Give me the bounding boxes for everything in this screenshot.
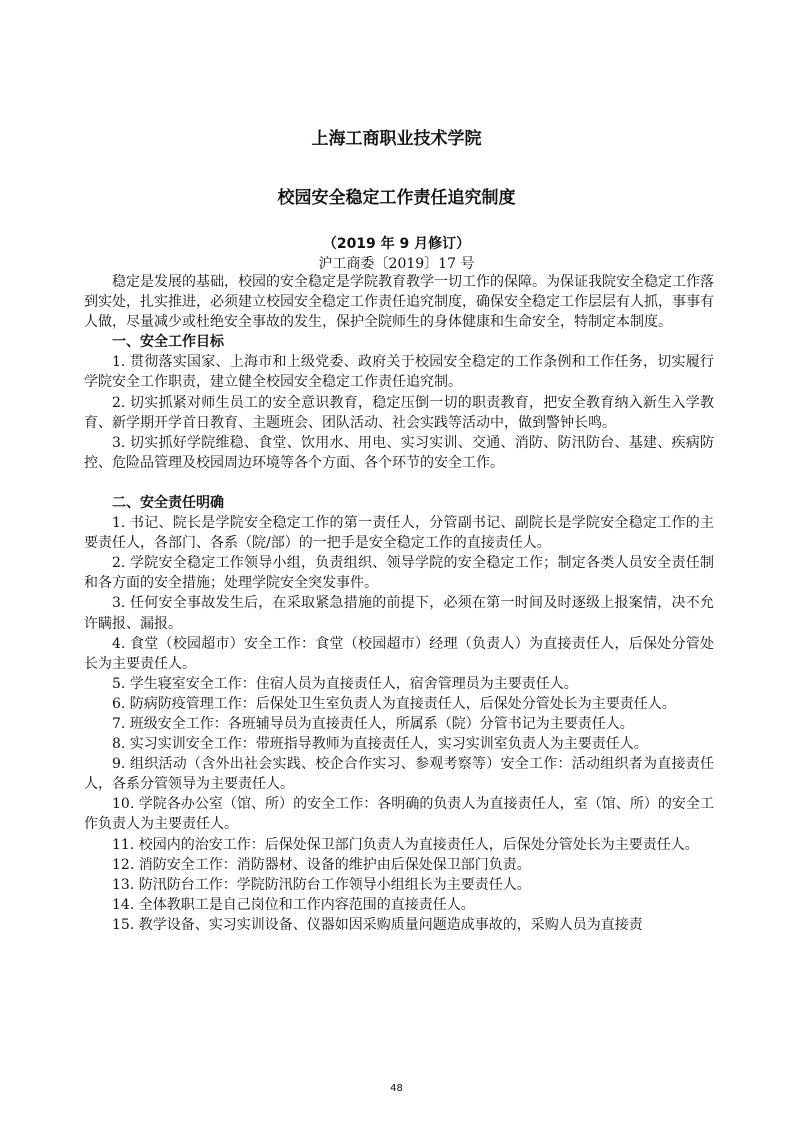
revision-note: （2019 年 9 月修订） bbox=[322, 236, 471, 252]
org-title: 上海工商职业技术学院 bbox=[311, 129, 482, 149]
list-item: 2. 学院安全稳定工作领导小组，负责组织、领导学院的安全稳定工作；制定各类人员安全责任制和各方面的安全措施；处理学院安全突发事件。 bbox=[84, 555, 714, 592]
list-item: 8. 实习实训安全工作：带班指导教师为直接责任人，实习实训室负责人为主要责任人。 bbox=[112, 736, 648, 753]
list-item: 1. 书记、院长是学院安全稳定工作的第一责任人，分管副书记、副院长是学院安全稳定工作的主要责任人，各部门、各系（院/部）的一把手是安全稳定工作的直接责任人。 bbox=[84, 515, 714, 552]
list-item: 4. 食堂（校园超市）安全工作：食堂（校园超市）经理（负责人）为直接责任人，后保处分管处长为主要责任人。 bbox=[84, 635, 714, 672]
list-item: 5. 学生寝室安全工作：住宿人员为直接责任人，宿舍管理员为主要责任人。 bbox=[112, 675, 578, 692]
list-item: 3. 任何安全事故发生后，在采取紧急措施的前提下，必须在第一时间及时逐级上报案情，决不允许瞒报、漏报。 bbox=[84, 595, 714, 632]
document-body bbox=[84, 272, 714, 935]
list-item: 9. 组织活动（含外出社会实践、校企合作实习、参观考察等）安全工作：活动组织者为直接责任人，各系分管领导为主要责任人。 bbox=[84, 756, 714, 793]
section-heading: 一、安全工作目标 bbox=[112, 334, 224, 351]
list-item: 12. 消防安全工作：消防器材、设备的维护由后保处保卫部门负责。 bbox=[112, 856, 531, 873]
list-item: 2. 切实抓紧对师生员工的安全意识教育，稳定压倒一切的职责教育，把安全教育纳入新生入学教育、新学期开学首日教育、主题班会、团队活动、社会实践等活动中，做到警钟长鸣。 bbox=[84, 394, 714, 431]
list-item: 6. 防病防疫管理工作：后保处卫生室负责人为直接责任人，后保处分管处长为主要责任人。 bbox=[112, 695, 676, 712]
list-item: 10. 学院各办公室（馆、所）的安全工作：各明确的负责人为直接责任人，室（馆、所）的安全工作负责人为主要责任人。 bbox=[84, 796, 714, 833]
list-item: 3. 切实抓好学院维稳、食堂、饮用水、用电、实习实训、交通、消防、防汛防台、基建、疾病防控、危险品管理及校园周边环境等各个方面、各个环节的安全工作。 bbox=[84, 434, 714, 471]
section-heading: 二、安全责任明确 bbox=[112, 494, 224, 511]
intro-paragraph: 稳定是发展的基础，校园的安全稳定是学院教育教学一切工作的保障。为保证我院安全稳定工作落到实处，扎实推进，必须建立校园安全稳定工作责任追究制度，确保安全稳定工作层层有人抓，事事有人做，尽量减少或杜绝安全事故的发生，保护全院师生的身体健康和生命安全，特制定本制度。 bbox=[84, 274, 714, 331]
document-number: 沪工商委〔2019〕17 号 bbox=[318, 256, 475, 272]
document-title: 校园安全稳定工作责任追究制度 bbox=[277, 188, 516, 208]
list-item: 15. 教学设备、实习实训设备、仪器如因采购质量问题造成事故的，采购人员为直接责 bbox=[112, 916, 643, 933]
page-number: 48 bbox=[390, 1083, 403, 1094]
list-item: 14. 全体教职工是自己岗位和工作内容范围的直接责任人。 bbox=[112, 896, 475, 913]
list-item: 13. 防汛防台工作：学院防汛防台工作领导小组组长为主要责任人。 bbox=[112, 876, 531, 893]
list-item: 7. 班级安全工作：各班辅导员为直接责任人，所属系（院）分管书记为主要责任人。 bbox=[112, 715, 634, 732]
list-item: 1. 贯彻落实国家、上海市和上级党委、政府关于校园安全稳定的工作条例和工作任务，切实履行学院安全工作职责，建立健全校园安全稳定工作责任追究制。 bbox=[84, 354, 714, 391]
list-item: 11. 校园内的治安工作：后保处保卫部门负责人为直接责任人，后保处分管处长为主要责任人。 bbox=[112, 836, 699, 853]
